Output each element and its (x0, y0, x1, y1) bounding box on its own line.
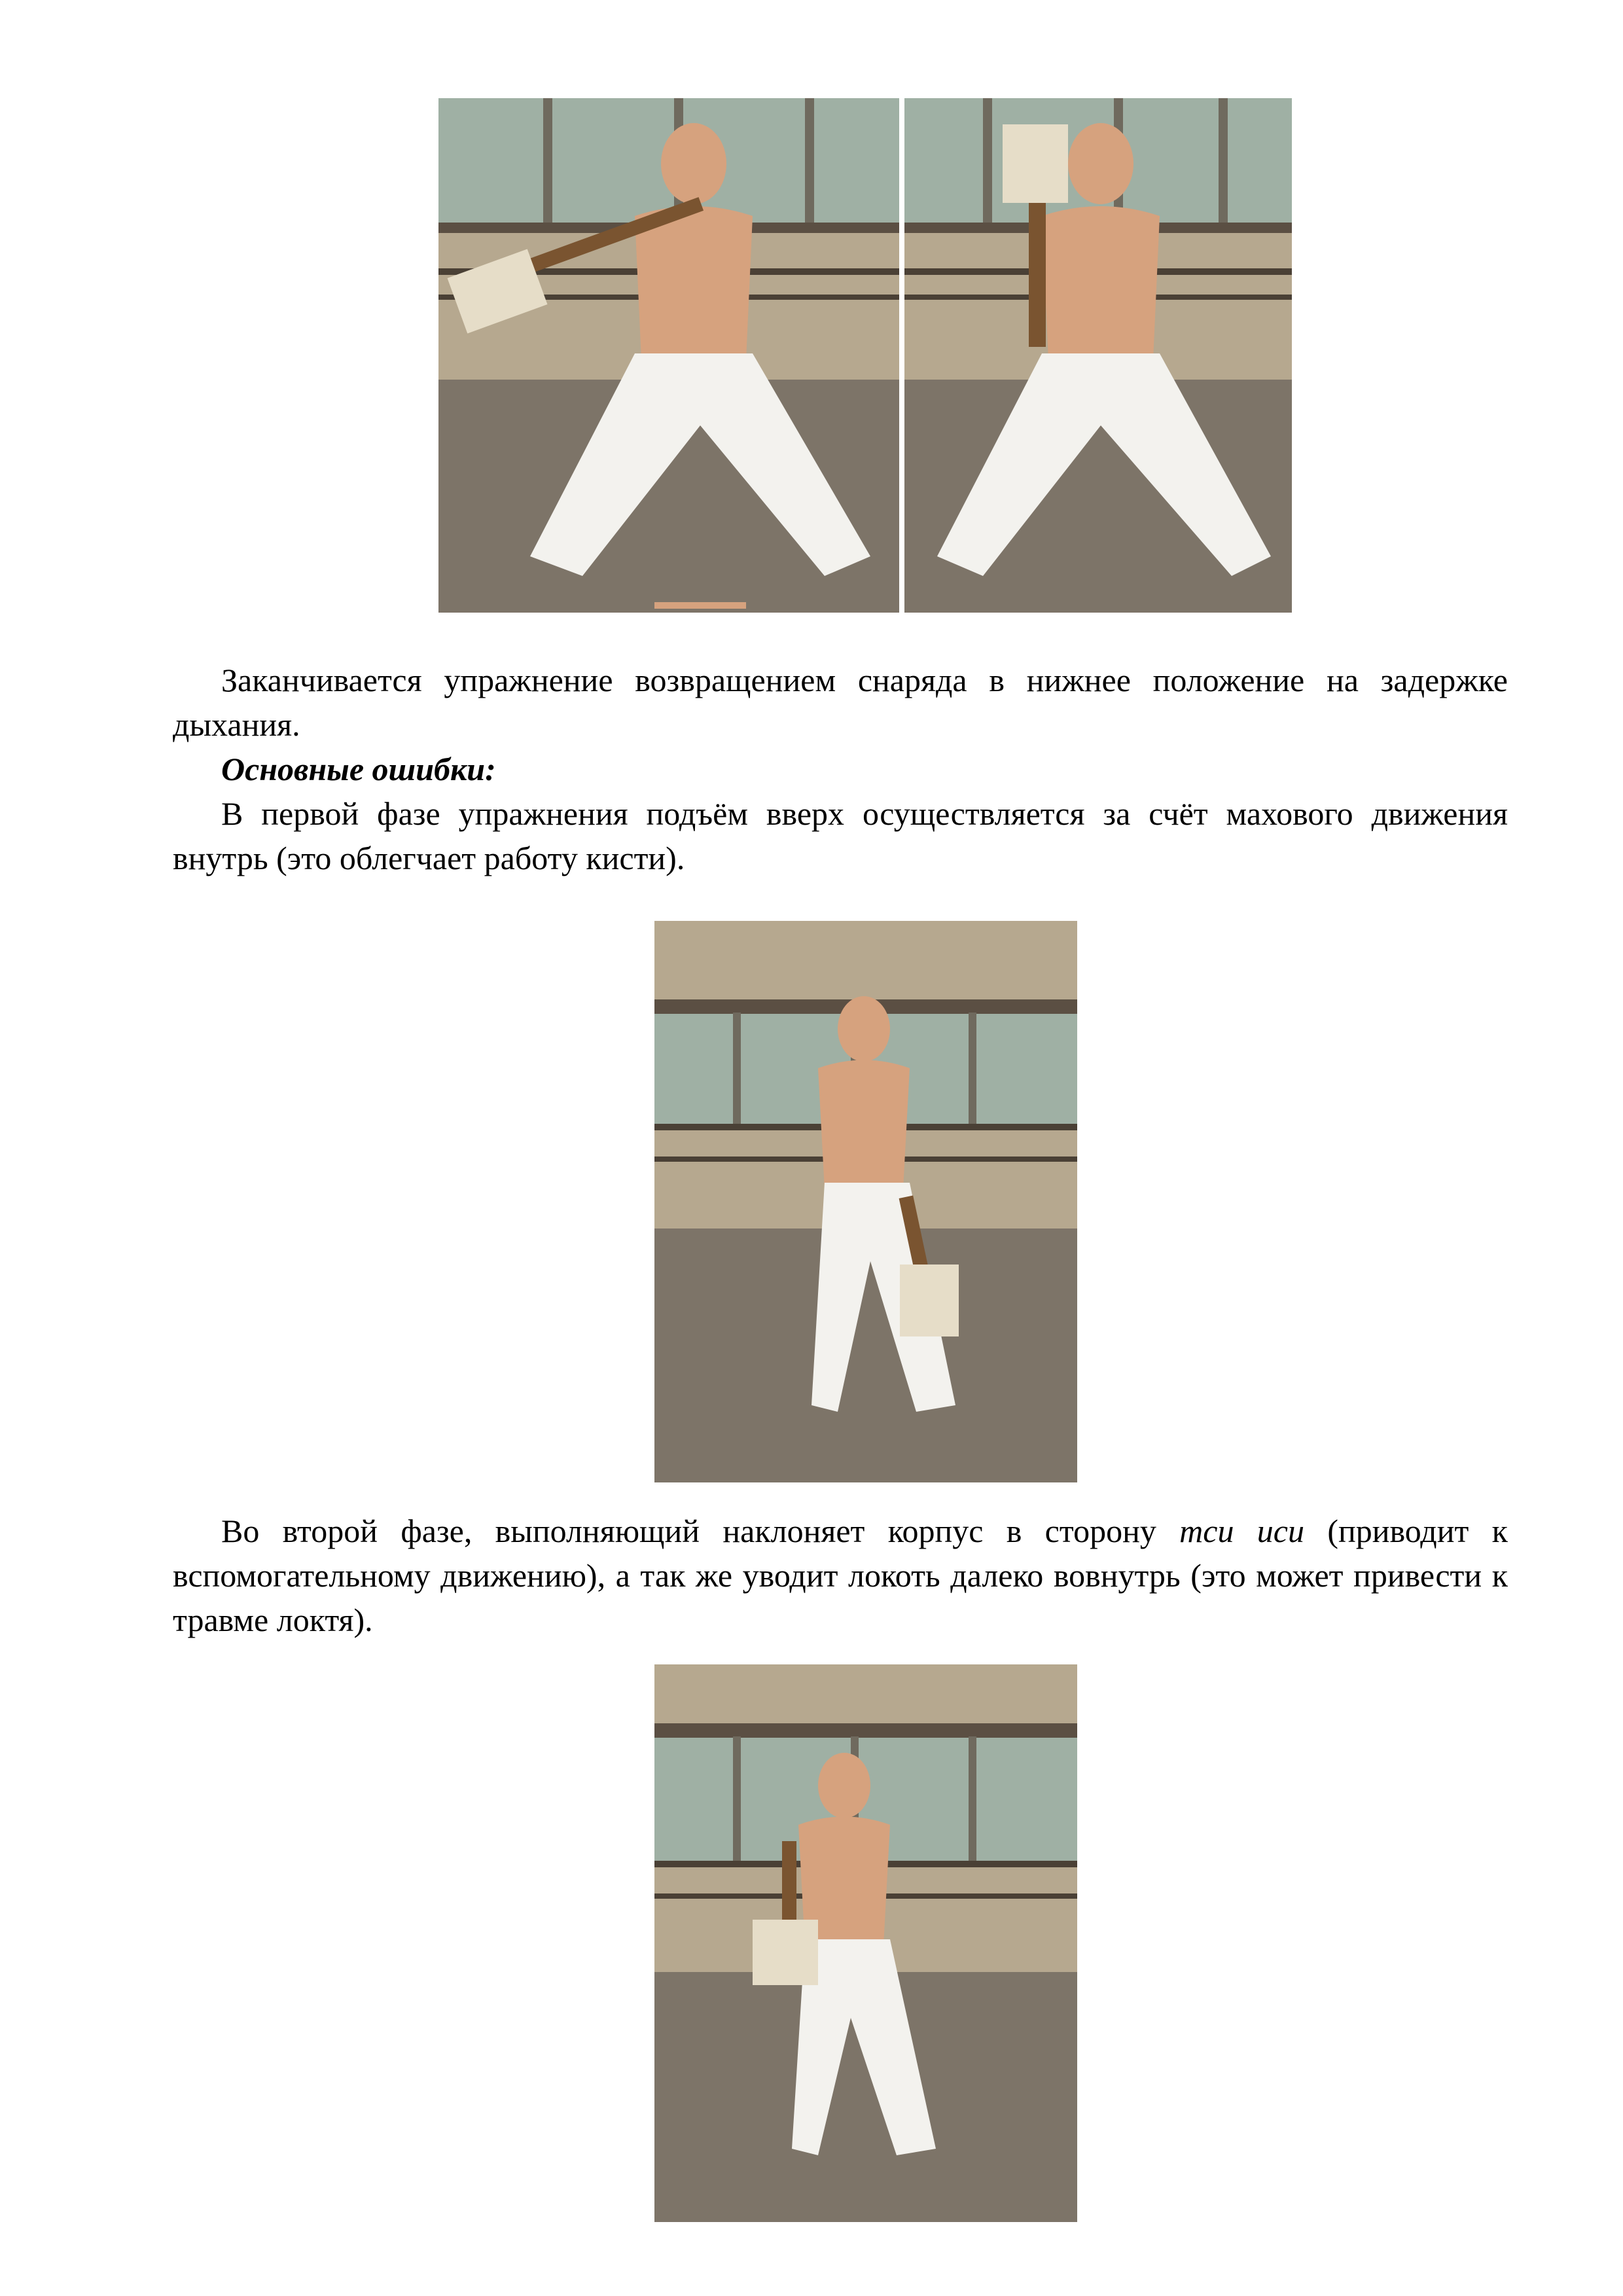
heading-main-errors: Основные ошибки: (221, 751, 496, 787)
term-tsi-isi: тси иси (1179, 1513, 1304, 1549)
text-block-1 (173, 658, 1508, 880)
text-segment: Во второй фазе, выполняющий наклоняет корпус в сторону (221, 1513, 1180, 1549)
paragraph-second-phase-error (173, 1509, 1508, 1642)
photo-squat-stance-left (438, 98, 899, 613)
paragraph-end-of-exercise: Заканчивается упражнение возвращением снаряда в нижнее положение на задержке дыхания. (173, 662, 1508, 743)
text-segment: (приводит к вспомогательному движению), а так же уводит локоть далеко вовнутрь (это может привести к травме локтя). (173, 1513, 1508, 1638)
photo-standing-error-1 (654, 921, 1077, 1482)
photo-standing-error-2 (654, 1664, 1077, 2222)
photo-squat-stance-right (904, 98, 1292, 613)
text-block-2 (173, 1509, 1508, 1642)
paragraph-first-phase-error: В первой фазе упражнения подъём вверх осуществляется за счёт махового движения внутрь (это облегчает работу кисти). (173, 795, 1508, 876)
